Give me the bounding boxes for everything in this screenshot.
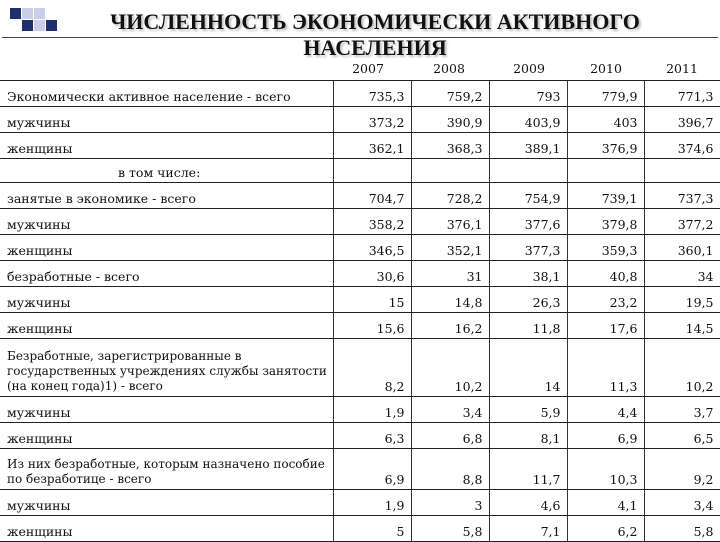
cell-value: 352,1 (411, 235, 489, 261)
year-header: 2007 (352, 61, 384, 76)
table-row (0, 209, 720, 235)
row-label: мужчины (0, 209, 333, 235)
row-label: мужчины (0, 490, 333, 516)
page-title: ЧИСЛЕННОСТЬ ЭКОНОМИЧЕСКИ АКТИВНОГО НАСЕЛЕНИЯ (110, 9, 640, 60)
table-row (0, 423, 720, 449)
cell-value: 4,1 (567, 490, 644, 516)
cell-value: 1,9 (333, 397, 411, 423)
cell-value: 11,8 (489, 313, 567, 339)
cell-value: 26,3 (489, 287, 567, 313)
cell-value: 3,7 (644, 397, 720, 423)
cell-value: 19,5 (644, 287, 720, 313)
cell-value: 346,5 (333, 235, 411, 261)
cell-value: 759,2 (411, 81, 489, 107)
cell-value: 5,8 (411, 516, 489, 542)
table-row (0, 313, 720, 339)
cell-value: 31 (411, 261, 489, 287)
table-row (0, 261, 720, 287)
cell-value: 10,2 (411, 339, 489, 397)
row-label: Из них безработные, которым назначено пособие по безработице - всего (0, 449, 333, 490)
cell-value: 379,8 (567, 209, 644, 235)
cell-value: 739,1 (567, 183, 644, 209)
cell-value: 9,2 (644, 449, 720, 490)
table-row (0, 339, 720, 397)
cell-value: 377,6 (489, 209, 567, 235)
cell-value: 3,4 (644, 490, 720, 516)
cell-value (567, 159, 644, 183)
row-label: женщины (0, 235, 333, 261)
cell-value: 11,3 (567, 339, 644, 397)
cell-value: 5 (333, 516, 411, 542)
cell-value: 754,9 (489, 183, 567, 209)
population-table (0, 80, 720, 542)
cell-value: 7,1 (489, 516, 567, 542)
cell-value (411, 159, 489, 183)
decor-square (46, 20, 57, 31)
cell-value: 704,7 (333, 183, 411, 209)
cell-value: 389,1 (489, 133, 567, 159)
cell-value: 396,7 (644, 107, 720, 133)
cell-value: 6,9 (333, 449, 411, 490)
cell-value: 10,2 (644, 339, 720, 397)
cell-value: 4,4 (567, 397, 644, 423)
cell-value: 1,9 (333, 490, 411, 516)
table-row (0, 81, 720, 107)
cell-value: 6,2 (567, 516, 644, 542)
cell-value: 30,6 (333, 261, 411, 287)
cell-value: 779,9 (567, 81, 644, 107)
decor-square (22, 20, 33, 31)
cell-value: 8,2 (333, 339, 411, 397)
decor-square (34, 8, 45, 19)
cell-value: 6,5 (644, 423, 720, 449)
cell-value (333, 159, 411, 183)
year-header: 2010 (590, 61, 622, 76)
cell-value: 38,1 (489, 261, 567, 287)
table-row (0, 449, 720, 490)
cell-value: 10,3 (567, 449, 644, 490)
row-label: мужчины (0, 287, 333, 313)
cell-value: 358,2 (333, 209, 411, 235)
cell-value: 3,4 (411, 397, 489, 423)
cell-value: 376,1 (411, 209, 489, 235)
row-label: мужчины (0, 397, 333, 423)
row-label: женщины (0, 133, 333, 159)
cell-value: 403,9 (489, 107, 567, 133)
cell-value: 373,2 (333, 107, 411, 133)
cell-value: 377,2 (644, 209, 720, 235)
cell-value: 16,2 (411, 313, 489, 339)
cell-value (489, 159, 567, 183)
row-label: Безработные, зарегистрированные в государственных учреждениях службы занятости (на конец года)1) - всего (0, 339, 333, 397)
cell-value: 17,6 (567, 313, 644, 339)
row-label: женщины (0, 313, 333, 339)
cell-value: 360,1 (644, 235, 720, 261)
year-header: 2011 (666, 61, 698, 76)
cell-value: 362,1 (333, 133, 411, 159)
cell-value: 15,6 (333, 313, 411, 339)
cell-value: 15 (333, 287, 411, 313)
cell-value: 359,3 (567, 235, 644, 261)
cell-value: 14 (489, 339, 567, 397)
cell-value: 793 (489, 81, 567, 107)
cell-value: 23,2 (567, 287, 644, 313)
cell-value: 6,3 (333, 423, 411, 449)
cell-value: 3 (411, 490, 489, 516)
cell-value: 737,3 (644, 183, 720, 209)
table-row (0, 235, 720, 261)
row-label: Экономически активное население - всего (0, 81, 333, 107)
cell-value: 14,5 (644, 313, 720, 339)
cell-value: 403 (567, 107, 644, 133)
cell-value: 5,9 (489, 397, 567, 423)
cell-value: 377,3 (489, 235, 567, 261)
decor-square (34, 20, 45, 31)
table-row (0, 107, 720, 133)
decor-square (10, 8, 21, 19)
table-row (0, 287, 720, 313)
year-header: 2009 (513, 61, 545, 76)
table-row (0, 397, 720, 423)
cell-value: 8,8 (411, 449, 489, 490)
row-label: в том числе: (0, 159, 333, 183)
table-row (0, 133, 720, 159)
cell-value: 735,3 (333, 81, 411, 107)
cell-value: 8,1 (489, 423, 567, 449)
row-label: безработные - всего (0, 261, 333, 287)
cell-value: 11,7 (489, 449, 567, 490)
table-row (0, 490, 720, 516)
row-label: женщины (0, 423, 333, 449)
cell-value: 374,6 (644, 133, 720, 159)
cell-value: 5,8 (644, 516, 720, 542)
table-row (0, 159, 720, 183)
cell-value: 368,3 (411, 133, 489, 159)
cell-value: 4,6 (489, 490, 567, 516)
cell-value: 6,9 (567, 423, 644, 449)
cell-value: 34 (644, 261, 720, 287)
cell-value: 728,2 (411, 183, 489, 209)
cell-value: 40,8 (567, 261, 644, 287)
table-row (0, 516, 720, 542)
year-header: 2008 (433, 61, 465, 76)
row-label: женщины (0, 516, 333, 542)
cell-value: 376,9 (567, 133, 644, 159)
cell-value: 390,9 (411, 107, 489, 133)
row-label: мужчины (0, 107, 333, 133)
row-label: занятые в экономике - всего (0, 183, 333, 209)
decor-square (22, 8, 33, 19)
cell-value: 6,8 (411, 423, 489, 449)
cell-value: 14,8 (411, 287, 489, 313)
cell-value: 771,3 (644, 81, 720, 107)
table-row (0, 183, 720, 209)
cell-value (644, 159, 720, 183)
